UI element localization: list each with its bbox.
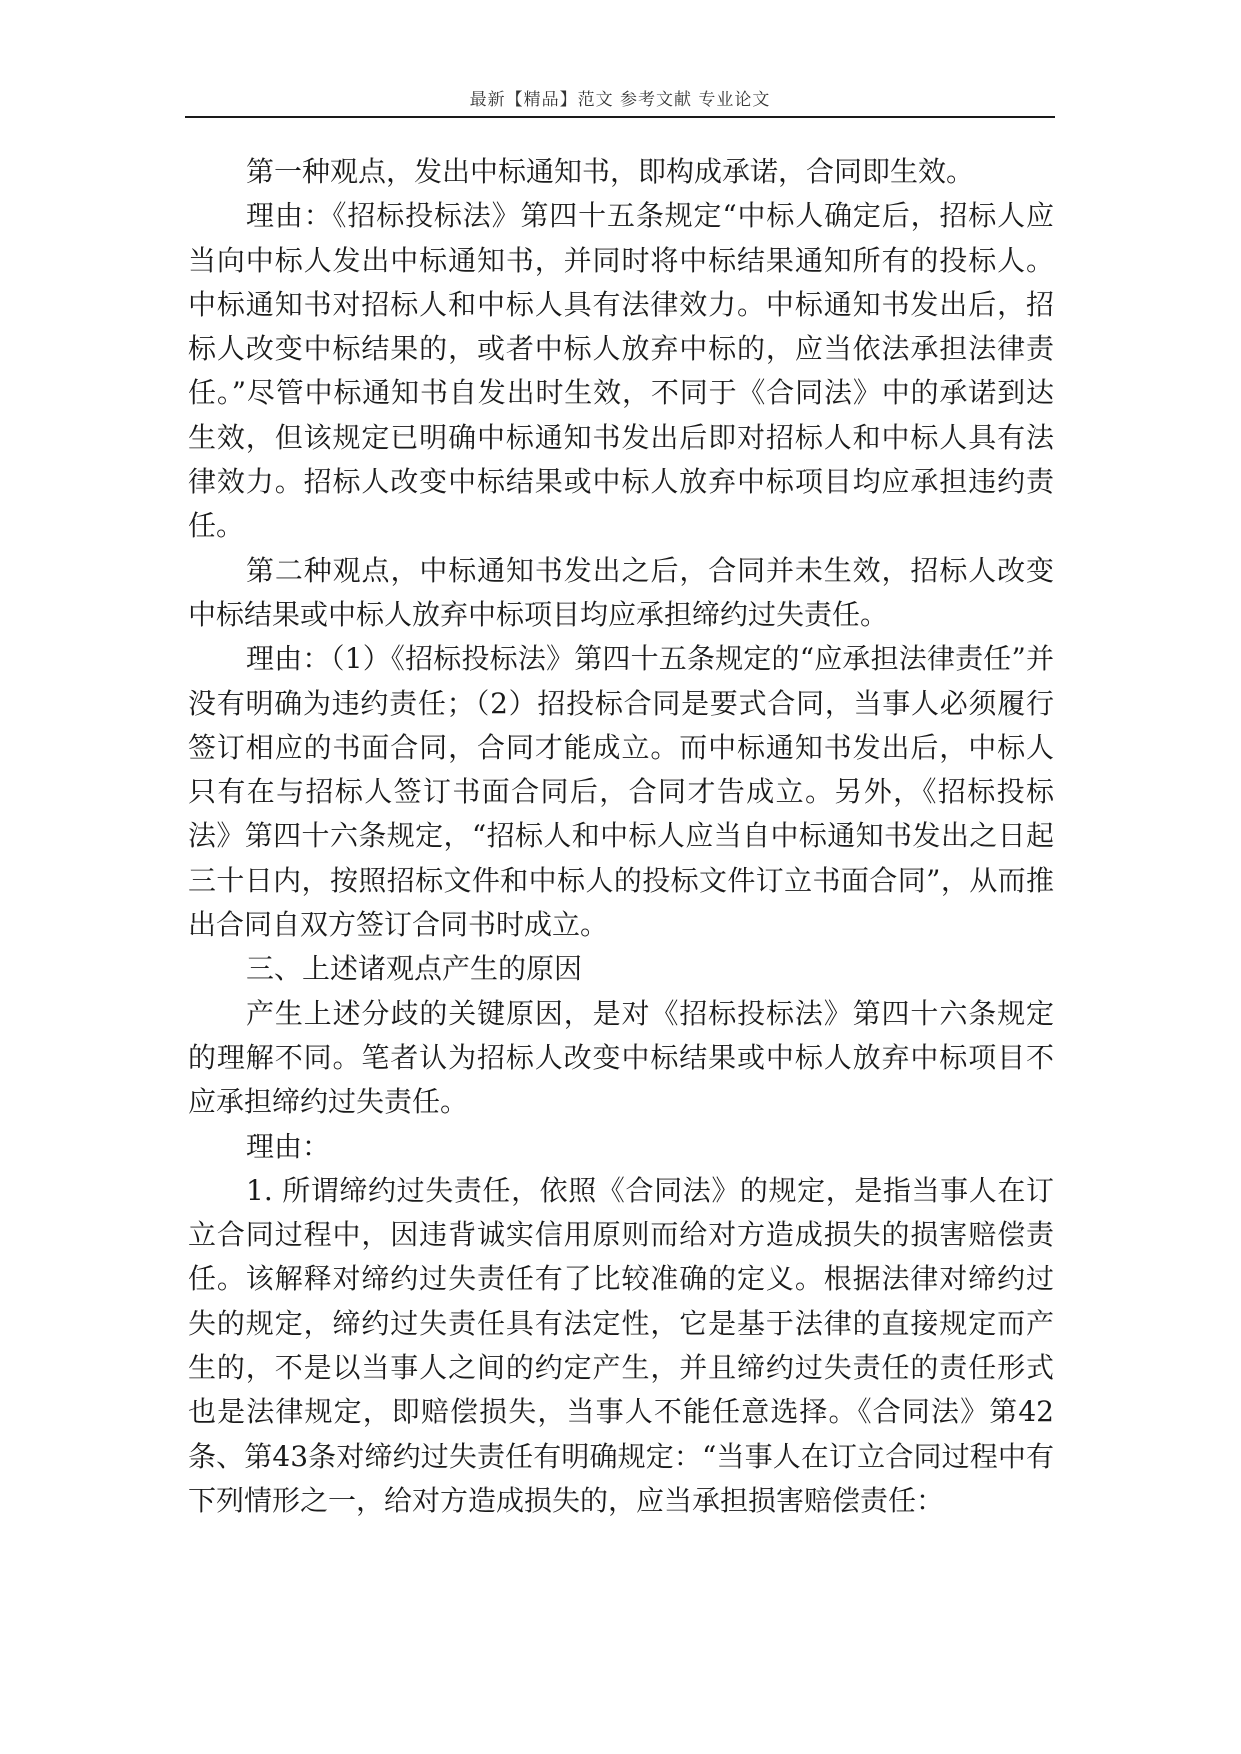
paragraph: 1. 所谓缔约过失责任，依照《合同法》的规定，是指当事人在订立合同过程中，因违背诚实信用原则而给对方造成损失的损害赔偿责任。该解释对缔约过失责任有了比较准确的定义。根据法律对缔约过失的规定，缔约过失责任具有法定性，它是基于法律的直接规定而产生的，不是以当事人之间的约定产生，并且缔约过失责任的责任形式也是法律规定，即赔偿损失，当事人不能任意选择。《合同法》第42条、第43条对缔约过失责任有明确规定：“当事人在订立合同过程中有下列情形之一，给对方造成损失的，应当承担损害赔偿责任： xyxy=(188,1173,1054,1517)
document-body xyxy=(188,150,1054,1523)
header-text: 最新【精品】范文 参考文献 专业论文 xyxy=(469,90,771,110)
page-header xyxy=(185,84,1055,118)
paragraph: 理由：（1）《招标投标法》第四十五条规定的“应承担法律责任”并没有明确为违约责任；（2）招投标合同是要式合同，当事人必须履行签订相应的书面合同，合同才能成立。而中标通知书发出后，中标人只有在与招标人签订书面合同后，合同才告成立。另外，《招标投标法》第四十六条规定，“招标人和中标人应当自中标通知书发出之日起三十日内，按照招标文件和中标人的投标文件订立书面合同”，从而推出合同自双方签订合同书时成立。 xyxy=(188,642,1054,942)
paragraph: 理由： xyxy=(246,1129,331,1163)
paragraph: 第一种观点，发出中标通知书，即构成承诺，合同即生效。 xyxy=(246,155,975,188)
paragraph: 第二种观点，中标通知书发出之后，合同并未生效，招标人改变中标结果或中标人放弃中标项目均应承担缔约过失责任。 xyxy=(188,553,1054,631)
section-heading: 三、上述诸观点产生的原因 xyxy=(246,952,583,986)
paragraph: 产生上述分歧的关键原因，是对《招标投标法》第四十六条规定的理解不同。笔者认为招标人改变中标结果或中标人放弃中标项目不应承担缔约过失责任。 xyxy=(188,996,1054,1119)
paragraph: 理由：《招标投标法》第四十五条规定“中标人确定后，招标人应当向中标人发出中标通知书，并同时将中标结果通知所有的投标人。中标通知书对招标人和中标人具有法律效力。中标通知书发出后，招标人改变中标结果的，或者中标人放弃中标的，应当依法承担法律责任。”尽管中标通知书自发出时生效，不同于《合同法》中的承诺到达生效，但该规定已明确中标通知书发出后即对招标人和中标人具有法律效力。招标人改变中标结果或中标人放弃中标项目均应承担违约责任。 xyxy=(188,199,1054,543)
